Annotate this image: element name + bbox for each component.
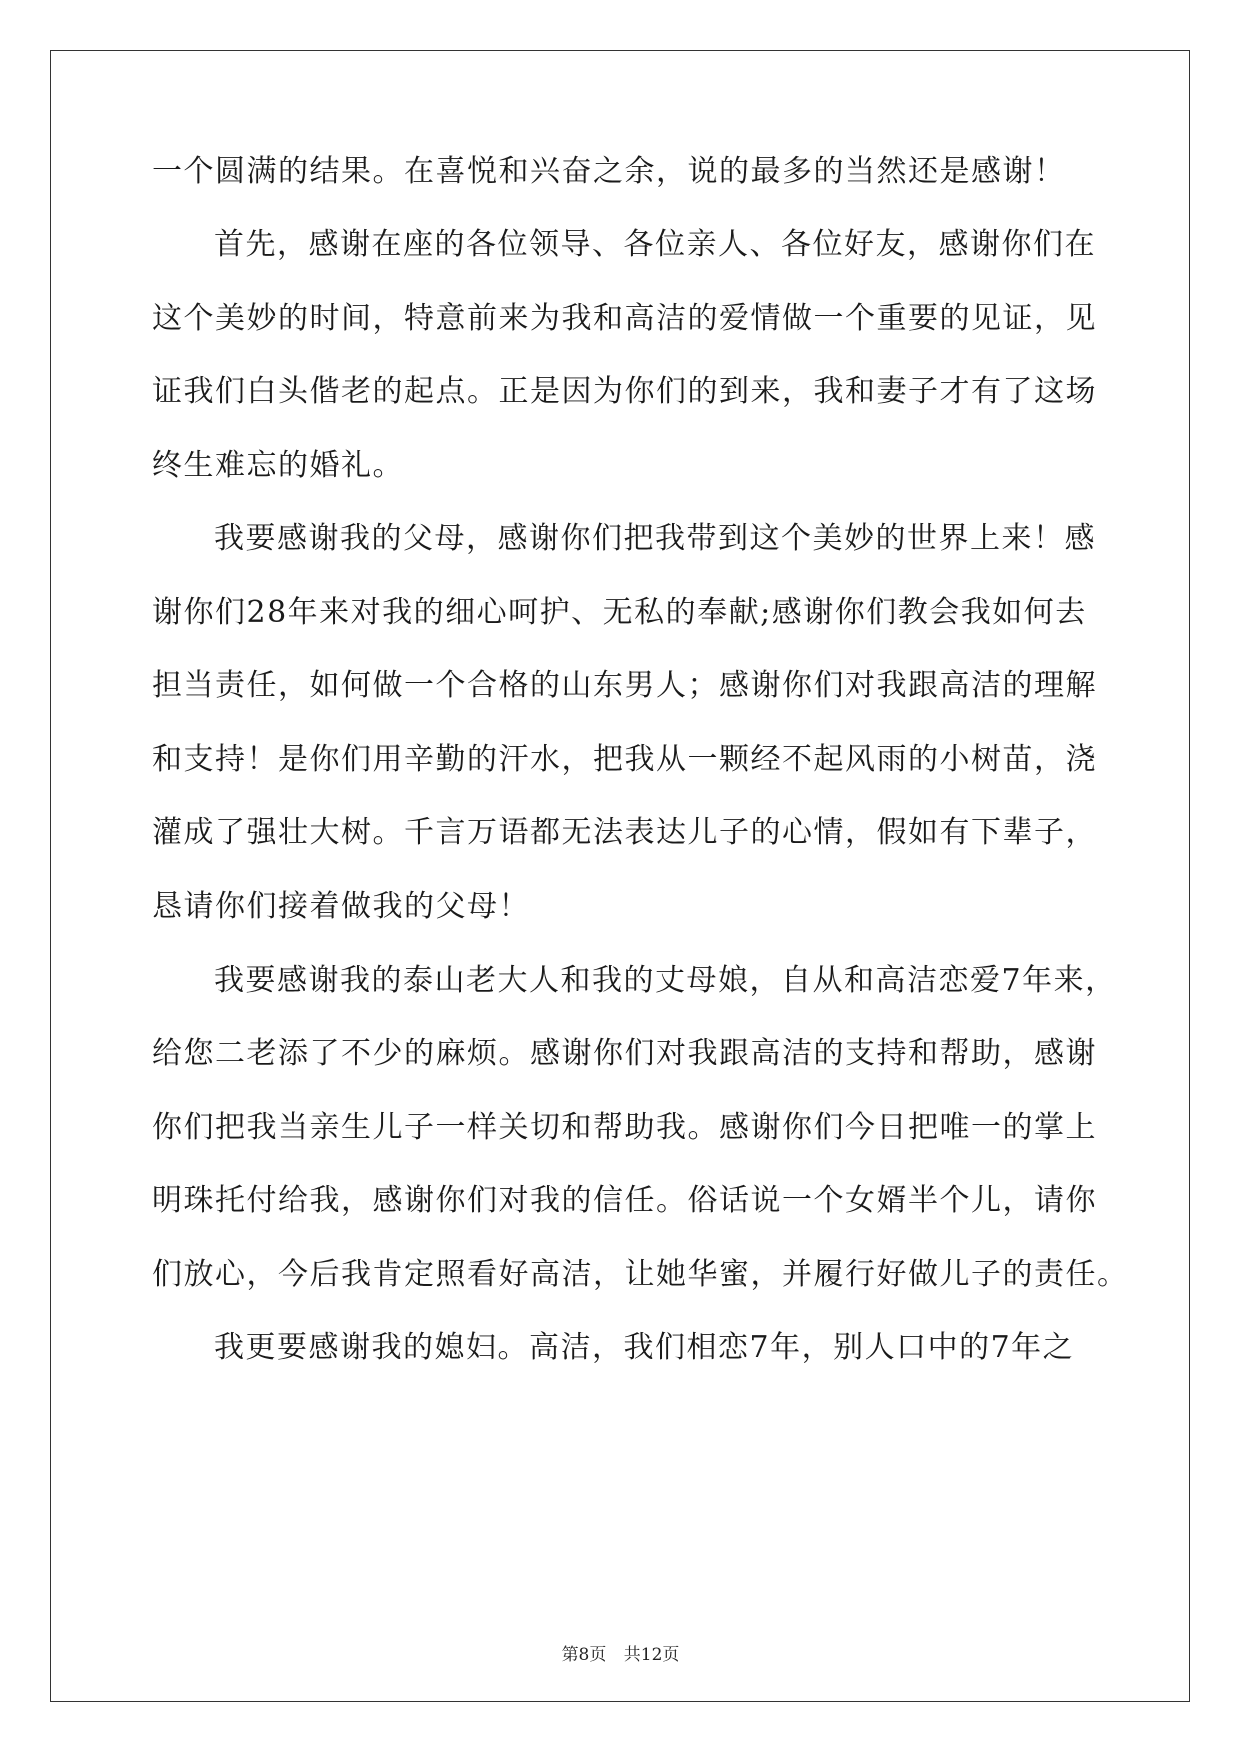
text-line: 证我们白头偕老的起点。正是因为你们的到来，我和妻子才有了这场 [152, 374, 1097, 409]
text-line: 们放心，今后我肯定照看好高洁，让她华蜜，并履行好做儿子的责任。 [152, 1257, 1129, 1292]
text-line: 谢你们28年来对我的细心呵护、无私的奉献;感谢你们教会我如何去 [152, 595, 1087, 630]
text-line: 担当责任，如何做一个合格的山东男人；感谢你们对我跟高洁的理解 [152, 668, 1097, 703]
text-line: 这个美妙的时间，特意前来为我和高洁的爱情做一个重要的见证，见 [152, 301, 1097, 336]
text-line: 灌成了强壮大树。千言万语都无法表达儿子的心情，假如有下辈子， [152, 815, 1097, 850]
text-line: 恳请你们接着做我的父母！ [152, 889, 530, 924]
page-number: 第8页 [561, 1645, 607, 1665]
page-footer [0, 1640, 1241, 1665]
text-line: 你们把我当亲生儿子一样关切和帮助我。感谢你们今日把唯一的掌上 [152, 1110, 1097, 1145]
text-line: 终生难忘的婚礼。 [152, 448, 404, 483]
paragraph-first-line: 我要感谢我的父母，感谢你们把我带到这个美妙的世界上来！感 [214, 521, 1096, 556]
text-line: 一个圆满的结果。在喜悦和兴奋之余，说的最多的当然还是感谢！ [152, 154, 1066, 189]
page-total: 共12页 [623, 1645, 680, 1665]
paragraph-first-line: 我更要感谢我的媳妇。高洁，我们相恋7年，别人口中的7年之 [214, 1330, 1075, 1365]
text-line: 明珠托付给我，感谢你们对我的信任。俗话说一个女婿半个儿，请你 [152, 1183, 1097, 1218]
text-line: 和支持！是你们用辛勤的汗水，把我从一颗经不起风雨的小树苗，浇 [152, 742, 1097, 777]
paragraph-first-line: 我要感谢我的泰山老大人和我的丈母娘，自从和高洁恋爱7年来， [214, 963, 1117, 998]
paragraph-first-line: 首先，感谢在座的各位领导、各位亲人、各位好友，感谢你们在 [214, 227, 1096, 262]
page-border [50, 50, 1190, 1702]
text-line: 给您二老添了不少的麻烦。感谢你们对我跟高洁的支持和帮助，感谢 [152, 1036, 1097, 1071]
